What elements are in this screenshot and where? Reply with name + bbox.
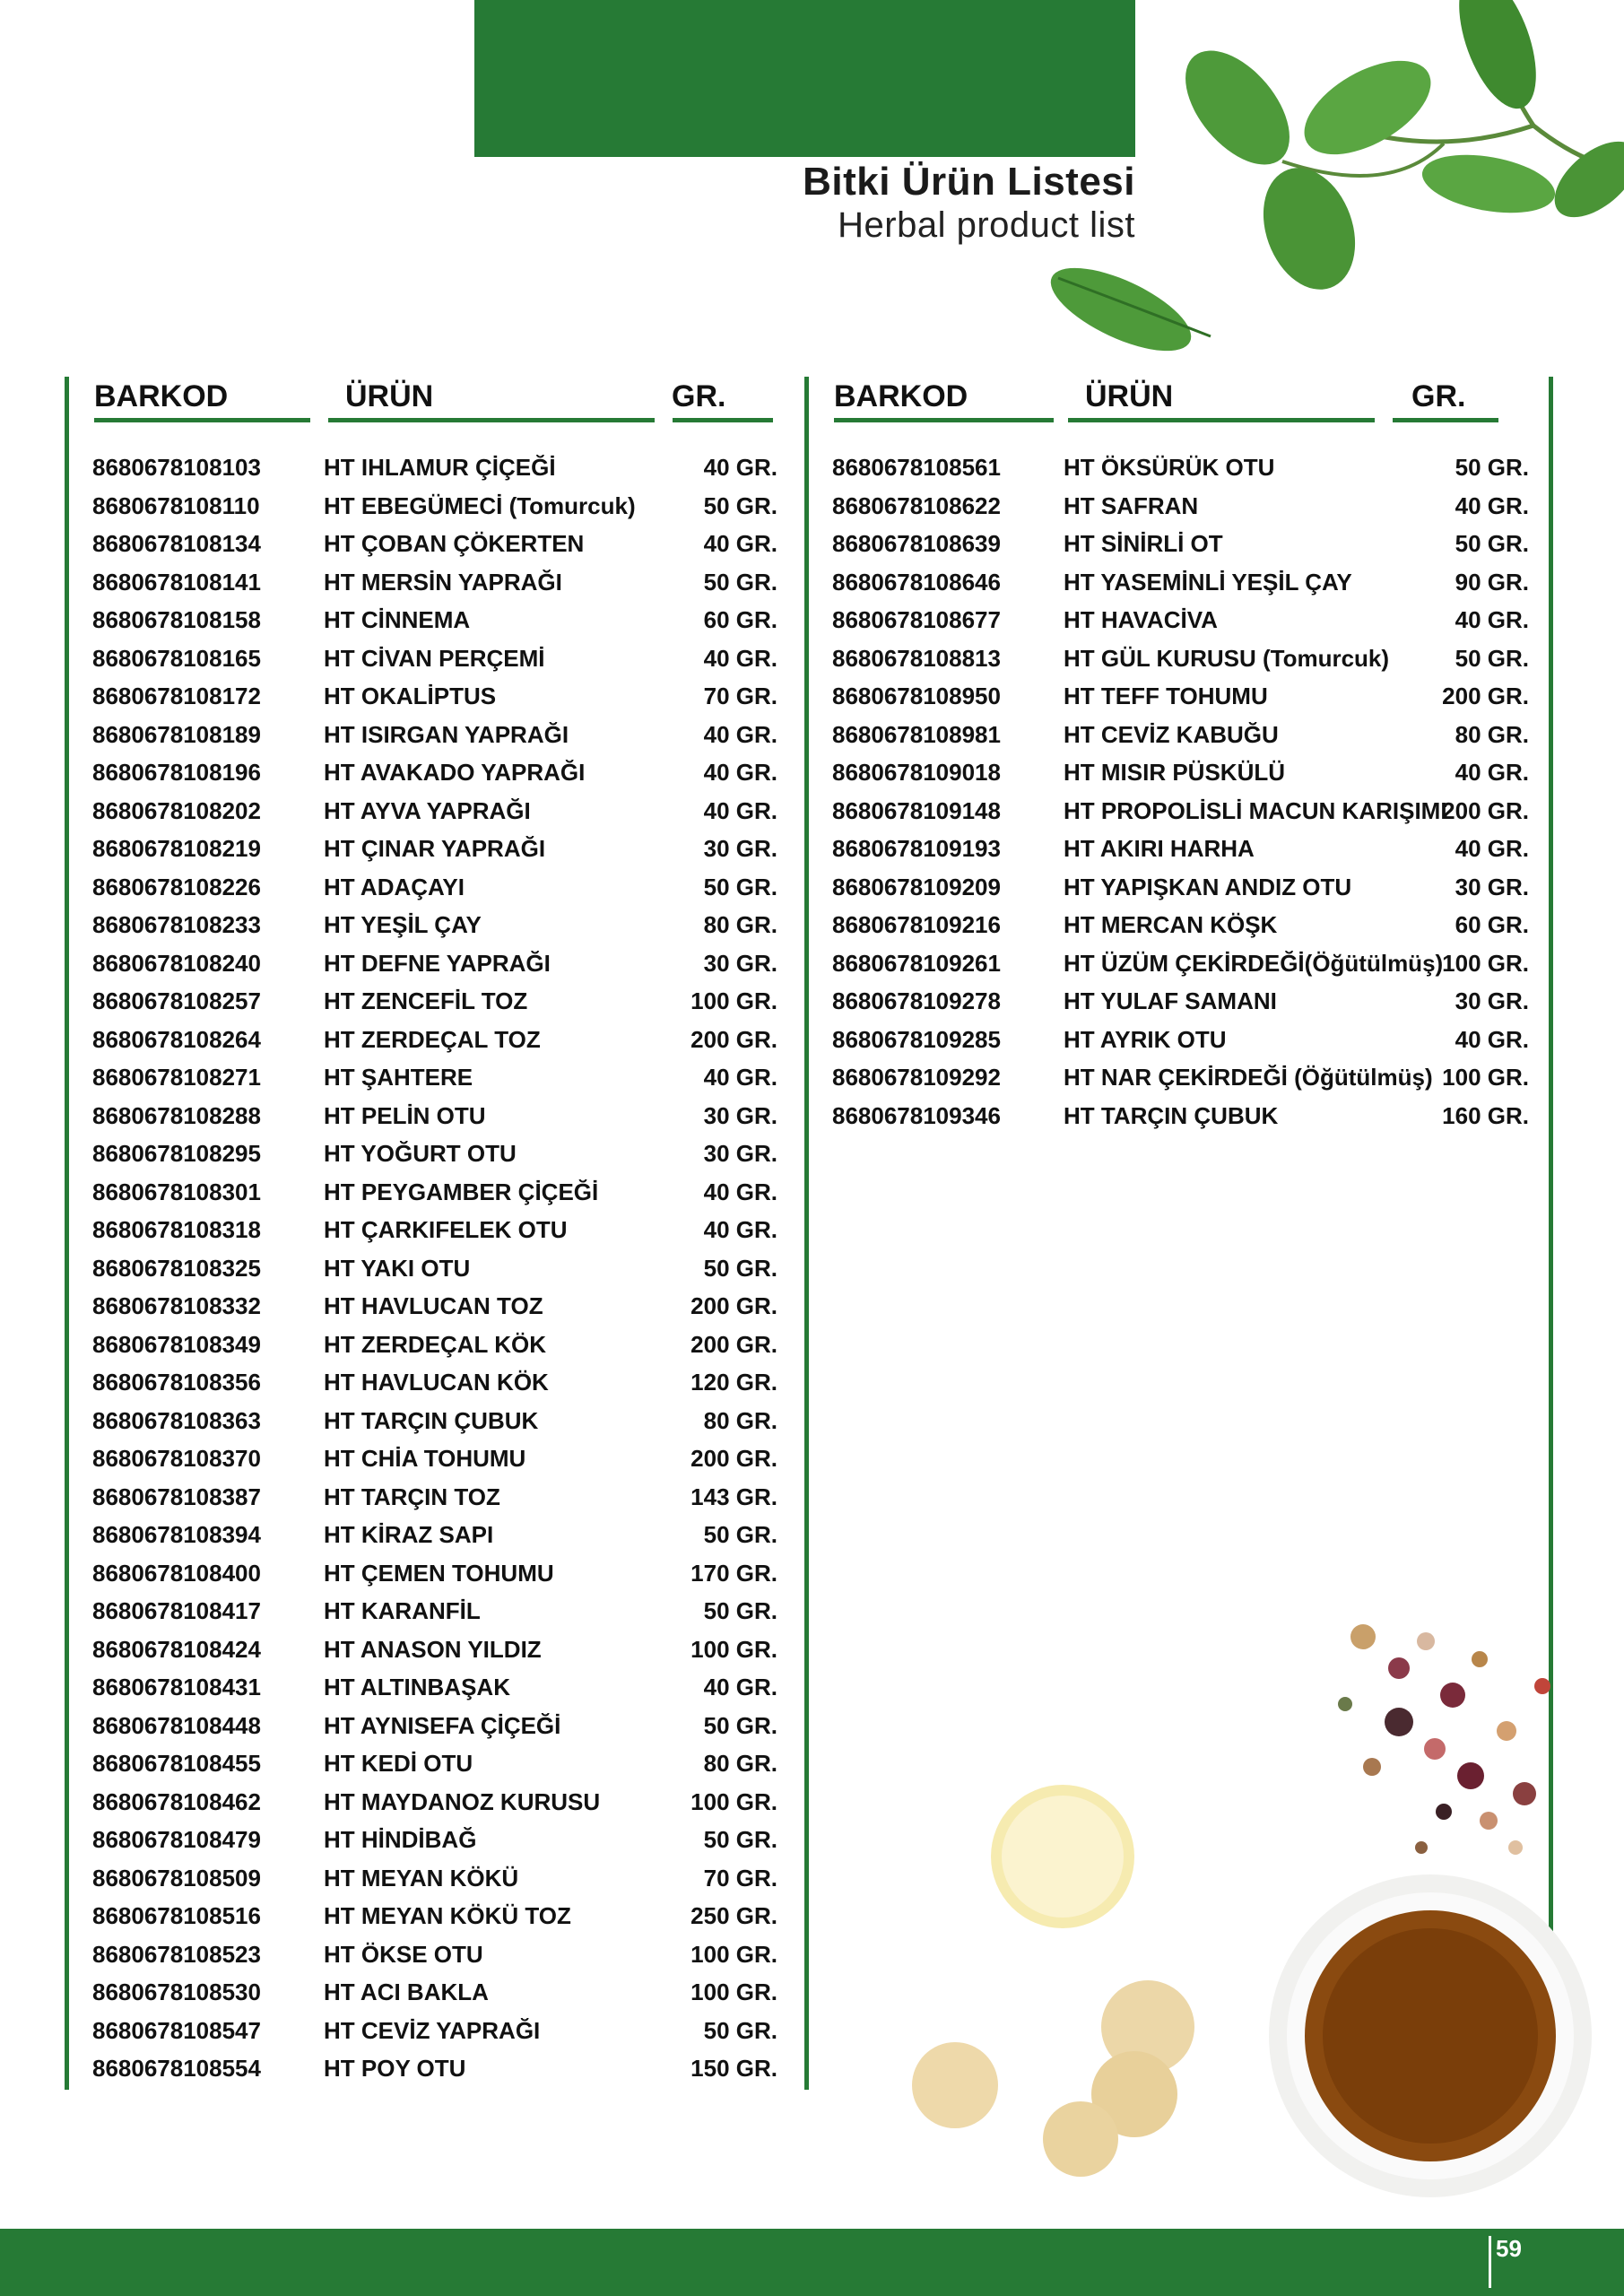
grams-cell: 100 GR. — [690, 1787, 777, 1815]
grams-cell: 40 GR. — [1455, 606, 1529, 633]
table-row — [69, 1707, 786, 1745]
product-cell: HT TARÇIN TOZ — [324, 1483, 500, 1510]
table-row — [69, 487, 786, 526]
product-cell: HT ÜZÜM ÇEKİRDEĞİ(Öğütülmüş) — [1064, 949, 1444, 977]
table-row — [69, 1402, 786, 1440]
grams-cell: 50 GR. — [703, 1597, 777, 1624]
table-rows-right — [809, 448, 1549, 1135]
table-row — [809, 639, 1549, 678]
barcode-cell: 8680678108622 — [832, 491, 1001, 519]
table-row — [69, 1744, 786, 1783]
barcode-cell: 8680678108110 — [92, 491, 260, 519]
grams-cell: 40 GR. — [703, 1064, 777, 1091]
product-cell: HT ÖKSE OTU — [324, 1940, 483, 1968]
grams-cell: 200 GR. — [1442, 683, 1529, 709]
header-underline-grams — [1393, 418, 1498, 422]
barcode-cell: 8680678108431 — [92, 1674, 261, 1700]
header-underline-grams — [673, 418, 773, 422]
table-row — [809, 677, 1549, 716]
table-row — [69, 1249, 786, 1288]
grams-cell: 90 GR. — [1455, 568, 1529, 596]
grams-cell: 40 GR. — [1455, 491, 1529, 519]
table-row — [809, 1097, 1549, 1135]
table-row — [69, 1173, 786, 1212]
product-cell: HT PROPOLİSLİ MACUN KARIŞIMI — [1064, 796, 1447, 824]
tea-herbs-decoration — [897, 1552, 1624, 2224]
header-underline-barcode — [834, 418, 1054, 422]
barcode-cell: 8680678108424 — [92, 1635, 261, 1663]
product-cell: HT MISIR PÜSKÜLÜ — [1064, 759, 1285, 786]
table-row — [69, 1439, 786, 1478]
table-row — [69, 1021, 786, 1059]
table-row — [69, 1363, 786, 1402]
grams-cell: 60 GR. — [703, 606, 777, 633]
barcode-cell: 8680678108356 — [92, 1369, 261, 1396]
grams-cell: 80 GR. — [703, 1750, 777, 1777]
barcode-cell: 8680678108370 — [92, 1445, 261, 1472]
table-row — [809, 601, 1549, 639]
header-underline-product — [1068, 418, 1375, 422]
product-cell: HT ÇOBAN ÇÖKERTEN — [324, 530, 585, 557]
product-cell: HT KİRAZ SAPI — [324, 1521, 494, 1548]
grams-cell: 50 GR. — [703, 873, 777, 900]
product-cell: HT CİNNEMA — [324, 606, 471, 633]
grams-cell: 40 GR. — [703, 759, 777, 786]
grams-cell: 143 GR. — [690, 1483, 777, 1510]
grams-cell: 60 GR. — [1455, 911, 1529, 938]
header-underline-barcode — [94, 418, 310, 422]
barcode-cell: 8680678108417 — [92, 1597, 261, 1624]
grams-cell: 80 GR. — [703, 1406, 777, 1434]
product-cell: HT ÇINAR YAPRAĞI — [324, 835, 546, 862]
table-row — [69, 1287, 786, 1326]
header-product: ÜRÜN — [1085, 379, 1174, 413]
product-cell: HT OKALİPTUS — [324, 683, 497, 709]
product-cell: HT ACI BAKLA — [324, 1979, 489, 2005]
grams-cell: 70 GR. — [703, 1864, 777, 1892]
grams-cell: 30 GR. — [1455, 987, 1529, 1014]
table-row — [69, 868, 786, 907]
table-row — [69, 1631, 786, 1669]
product-cell: HT PELİN OTU — [324, 1101, 486, 1129]
grams-cell: 30 GR. — [703, 1140, 777, 1167]
grams-cell: 40 GR. — [703, 1178, 777, 1205]
table-row — [809, 944, 1549, 983]
table-row — [69, 1821, 786, 1859]
grams-cell: 120 GR. — [690, 1369, 777, 1396]
product-cell: HT CEVİZ KABUĞU — [1064, 720, 1279, 748]
product-cell: HT TARÇIN ÇUBUK — [1064, 1101, 1279, 1129]
product-cell: HT ANASON YILDIZ — [324, 1635, 542, 1663]
table-row — [809, 716, 1549, 754]
grams-cell: 50 GR. — [703, 491, 777, 519]
page-number: 59 — [1496, 2235, 1522, 2262]
barcode-cell: 8680678108530 — [92, 1979, 261, 2005]
grams-cell: 200 GR. — [690, 1445, 777, 1472]
barcode-cell: 8680678108295 — [92, 1140, 261, 1167]
table-row — [809, 868, 1549, 907]
grams-cell: 50 GR. — [703, 1826, 777, 1853]
table-row — [69, 982, 786, 1021]
table-row — [69, 1058, 786, 1097]
grams-cell: 100 GR. — [690, 1979, 777, 2005]
product-cell: HT YAKI OTU — [324, 1254, 471, 1282]
barcode-cell: 8680678108257 — [92, 987, 261, 1014]
table-row — [809, 753, 1549, 792]
grams-cell: 40 GR. — [703, 1216, 777, 1243]
header-underline-product — [328, 418, 655, 422]
table-row — [69, 2049, 786, 2088]
table-row — [809, 487, 1549, 526]
product-cell: HT YEŞİL ÇAY — [324, 911, 482, 938]
barcode-cell: 8680678108394 — [92, 1521, 261, 1548]
product-cell: HT ÇEMEN TOHUMU — [324, 1559, 554, 1587]
grams-cell: 40 GR. — [703, 1674, 777, 1700]
grams-cell: 200 GR. — [1442, 796, 1529, 824]
barcode-cell: 8680678108523 — [92, 1940, 261, 1968]
product-cell: HT YOĞURT OTU — [324, 1140, 517, 1167]
product-cell: HT AYRIK OTU — [1064, 1025, 1227, 1053]
table-row — [69, 448, 786, 487]
barcode-cell: 8680678108646 — [832, 568, 1001, 596]
barcode-cell: 8680678108547 — [92, 2016, 261, 2044]
product-cell: HT HAVLUCAN KÖK — [324, 1369, 549, 1396]
product-cell: HT ÇARKIFELEK OTU — [324, 1216, 568, 1243]
grams-cell: 200 GR. — [690, 1292, 777, 1319]
product-cell: HT CİVAN PERÇEMİ — [324, 644, 545, 672]
barcode-cell: 8680678108288 — [92, 1101, 261, 1129]
product-cell: HT AKIRI HARHA — [1064, 835, 1255, 862]
barcode-cell: 8680678108639 — [832, 530, 1001, 557]
grams-cell: 40 GR. — [1455, 759, 1529, 786]
product-cell: HT TEFF TOHUMU — [1064, 683, 1268, 709]
barcode-cell: 8680678108318 — [92, 1216, 261, 1243]
barcode-cell: 8680678108141 — [92, 568, 261, 596]
barcode-cell: 8680678108233 — [92, 911, 261, 938]
grams-cell: 250 GR. — [690, 1902, 777, 1929]
grams-cell: 30 GR. — [703, 835, 777, 862]
grams-cell: 150 GR. — [690, 2055, 777, 2082]
grams-cell: 100 GR. — [690, 1635, 777, 1663]
grams-cell: 40 GR. — [703, 644, 777, 672]
product-cell: HT KEDİ OTU — [324, 1750, 473, 1777]
barcode-cell: 8680678109278 — [832, 987, 1001, 1014]
grams-cell: 50 GR. — [703, 1254, 777, 1282]
table-row — [69, 1516, 786, 1554]
product-cell: HT GÜL KURUSU (Tomurcuk) — [1064, 644, 1390, 672]
table-row — [69, 1897, 786, 1935]
product-cell: HT YULAF SAMANI — [1064, 987, 1277, 1014]
product-cell: HT ÖKSÜRÜK OTU — [1064, 454, 1275, 481]
grams-cell: 100 GR. — [690, 1940, 777, 1968]
product-cell: HT MAYDANOZ KURUSU — [324, 1787, 601, 1815]
barcode-cell: 8680678108516 — [92, 1902, 261, 1929]
barcode-cell: 8680678108240 — [92, 949, 261, 977]
grams-cell: 200 GR. — [690, 1025, 777, 1053]
grams-cell: 50 GR. — [703, 1521, 777, 1548]
table-row — [69, 753, 786, 792]
barcode-cell: 8680678108219 — [92, 835, 261, 862]
barcode-cell: 8680678108158 — [92, 606, 261, 633]
header-barcode: BARKOD — [834, 379, 968, 413]
table-row — [69, 1859, 786, 1898]
barcode-cell: 8680678108301 — [92, 1178, 261, 1205]
product-cell: HT DEFNE YAPRAĞI — [324, 949, 551, 977]
header-grams: GR. — [1411, 379, 1466, 413]
grams-cell: 40 GR. — [703, 796, 777, 824]
grams-cell: 40 GR. — [1455, 1025, 1529, 1053]
barcode-cell: 8680678108172 — [92, 683, 261, 709]
product-cell: HT CEVİZ YAPRAĞI — [324, 2016, 541, 2044]
lemon-slice — [991, 1785, 1134, 1928]
product-cell: HT KARANFİL — [324, 1597, 481, 1624]
barcode-cell: 8680678108981 — [832, 720, 1001, 748]
page-subtitle: Herbal product list — [838, 205, 1135, 245]
table-row — [69, 677, 786, 716]
barcode-cell: 8680678108165 — [92, 644, 261, 672]
tea-cup — [1269, 1874, 1592, 2197]
table-row — [69, 1783, 786, 1822]
barcode-cell: 8680678108387 — [92, 1483, 261, 1510]
page-title: Bitki Ürün Listesi — [803, 160, 1135, 204]
table-row — [69, 563, 786, 602]
header-product: ÜRÜN — [345, 379, 434, 413]
header-grams: GR. — [672, 379, 726, 413]
barcode-cell: 8680678108677 — [832, 606, 1001, 633]
barcode-cell: 8680678109216 — [832, 911, 1001, 938]
table-row — [69, 525, 786, 563]
footer-bar — [0, 2229, 1624, 2296]
product-cell: HT SAFRAN — [1064, 491, 1199, 519]
barcode-cell: 8680678108202 — [92, 796, 261, 824]
barcode-cell: 8680678108400 — [92, 1559, 261, 1587]
product-cell: HT EBEGÜMECİ (Tomurcuk) — [324, 491, 636, 519]
table-row — [809, 792, 1549, 831]
table-row — [69, 1668, 786, 1707]
barcode-cell: 8680678108226 — [92, 873, 261, 900]
product-cell: HT SİNİRLİ OT — [1064, 530, 1223, 557]
product-cell: HT TARÇIN ÇUBUK — [324, 1406, 539, 1434]
barcode-cell: 8680678109148 — [832, 796, 1001, 824]
barcode-cell: 8680678109209 — [832, 873, 1001, 900]
grams-cell: 80 GR. — [703, 911, 777, 938]
table-row — [69, 906, 786, 944]
barcode-cell: 8680678108134 — [92, 530, 261, 557]
product-cell: HT ZERDEÇAL KÖK — [324, 1330, 546, 1358]
product-cell: HT HAVLUCAN TOZ — [324, 1292, 543, 1319]
table-row — [809, 906, 1549, 944]
table-row — [809, 830, 1549, 868]
grams-cell: 50 GR. — [703, 568, 777, 596]
grams-cell: 70 GR. — [703, 683, 777, 709]
barcode-cell: 8680678108332 — [92, 1292, 261, 1319]
barcode-cell: 8680678108264 — [92, 1025, 261, 1053]
table-row — [69, 1211, 786, 1249]
grams-cell: 30 GR. — [703, 1101, 777, 1129]
product-cell: HT MEYAN KÖKÜ — [324, 1864, 519, 1892]
table-row — [809, 525, 1549, 563]
barcode-cell: 8680678108349 — [92, 1330, 261, 1358]
product-cell: HT YASEMİNLİ YEŞİL ÇAY — [1064, 568, 1352, 596]
barcode-cell: 8680678109346 — [832, 1101, 1001, 1129]
barcode-cell: 8680678108103 — [92, 454, 261, 481]
table-rows-left — [69, 448, 786, 2088]
product-cell: HT POY OTU — [324, 2055, 466, 2082]
barcode-cell: 8680678109285 — [832, 1025, 1001, 1053]
barcode-cell: 8680678109193 — [832, 835, 1001, 862]
grams-cell: 40 GR. — [1455, 835, 1529, 862]
grams-cell: 40 GR. — [703, 454, 777, 481]
table-row — [809, 1021, 1549, 1059]
product-cell: HT AYVA YAPRAĞI — [324, 796, 531, 824]
table-row — [809, 448, 1549, 487]
grams-cell: 50 GR. — [1455, 644, 1529, 672]
table-row — [69, 1326, 786, 1364]
barcode-cell: 8680678108455 — [92, 1750, 261, 1777]
grams-cell: 80 GR. — [1455, 720, 1529, 748]
product-cell: HT PEYGAMBER ÇİÇEĞİ — [324, 1178, 599, 1205]
grams-cell: 100 GR. — [1442, 1064, 1529, 1091]
product-cell: HT NAR ÇEKİRDEĞİ (Öğütülmüş) — [1064, 1064, 1433, 1091]
grams-cell: 50 GR. — [1455, 454, 1529, 481]
barcode-cell: 8680678108271 — [92, 1064, 261, 1091]
grams-cell: 40 GR. — [703, 720, 777, 748]
barcode-cell: 8680678108325 — [92, 1254, 261, 1282]
product-cell: HT ISIRGAN YAPRAĞI — [324, 720, 569, 748]
barcode-cell: 8680678108196 — [92, 759, 261, 786]
product-cell: HT ALTINBAŞAK — [324, 1674, 510, 1700]
grams-cell: 50 GR. — [1455, 530, 1529, 557]
table-row — [809, 982, 1549, 1021]
table-row — [809, 1058, 1549, 1097]
product-cell: HT AYNISEFA ÇİÇEĞİ — [324, 1711, 561, 1739]
table-row — [69, 1097, 786, 1135]
table-row — [69, 1973, 786, 2012]
barcode-cell: 8680678108363 — [92, 1406, 261, 1434]
table-row — [69, 1935, 786, 1974]
table-row — [69, 716, 786, 754]
footer-separator — [1489, 2236, 1491, 2288]
product-cell: HT HİNDİBAĞ — [324, 1826, 477, 1853]
barcode-cell: 8680678109292 — [832, 1064, 1001, 1091]
ginger-slices — [912, 1980, 1194, 2177]
grams-cell: 30 GR. — [1455, 873, 1529, 900]
table-row — [69, 830, 786, 868]
barcode-cell: 8680678108462 — [92, 1787, 261, 1815]
product-cell: HT AVAKADO YAPRAĞI — [324, 759, 586, 786]
table-row — [69, 1135, 786, 1173]
grams-cell: 50 GR. — [703, 1711, 777, 1739]
barcode-cell: 8680678109018 — [832, 759, 1001, 786]
barcode-cell: 8680678108479 — [92, 1826, 261, 1853]
product-cell: HT MERCAN KÖŞK — [1064, 911, 1278, 938]
table-row — [69, 1554, 786, 1593]
table-row — [809, 563, 1549, 602]
product-cell: HT HAVACİVA — [1064, 606, 1218, 633]
table-row — [69, 944, 786, 983]
title-block — [803, 160, 1135, 246]
table-row — [69, 601, 786, 639]
grams-cell: 170 GR. — [690, 1559, 777, 1587]
grams-cell: 200 GR. — [690, 1330, 777, 1358]
product-cell: HT YAPIŞKAN ANDIZ OTU — [1064, 873, 1352, 900]
barcode-cell: 8680678109261 — [832, 949, 1001, 977]
table-row — [69, 2012, 786, 2050]
product-cell: HT CHİA TOHUMU — [324, 1445, 526, 1472]
grams-cell: 40 GR. — [703, 530, 777, 557]
barcode-cell: 8680678108561 — [832, 454, 1001, 481]
header-barcode: BARKOD — [94, 379, 229, 413]
product-cell: HT MEYAN KÖKÜ TOZ — [324, 1902, 571, 1929]
product-cell: HT ZERDEÇAL TOZ — [324, 1025, 541, 1053]
grams-cell: 160 GR. — [1442, 1101, 1529, 1129]
table-row — [69, 639, 786, 678]
barcode-cell: 8680678108189 — [92, 720, 261, 748]
barcode-cell: 8680678108509 — [92, 1864, 261, 1892]
barcode-cell: 8680678108448 — [92, 1711, 261, 1739]
product-cell: HT ŞAHTERE — [324, 1064, 473, 1091]
grams-cell: 50 GR. — [703, 2016, 777, 2044]
table-row — [69, 792, 786, 831]
barcode-cell: 8680678108813 — [832, 644, 1001, 672]
barcode-cell: 8680678108554 — [92, 2055, 261, 2082]
grams-cell: 30 GR. — [703, 949, 777, 977]
product-cell: HT MERSİN YAPRAĞI — [324, 568, 562, 596]
table-row — [69, 1592, 786, 1631]
product-cell: HT IHLAMUR ÇİÇEĞİ — [324, 454, 556, 481]
product-cell: HT ADAÇAYI — [324, 873, 465, 900]
dried-flowers — [1338, 1624, 1550, 1855]
barcode-cell: 8680678108950 — [832, 683, 1001, 709]
product-cell: HT ZENCEFİL TOZ — [324, 987, 528, 1014]
grams-cell: 100 GR. — [1442, 949, 1529, 977]
table-row — [69, 1478, 786, 1517]
product-table-left — [65, 377, 786, 2090]
grams-cell: 100 GR. — [690, 987, 777, 1014]
